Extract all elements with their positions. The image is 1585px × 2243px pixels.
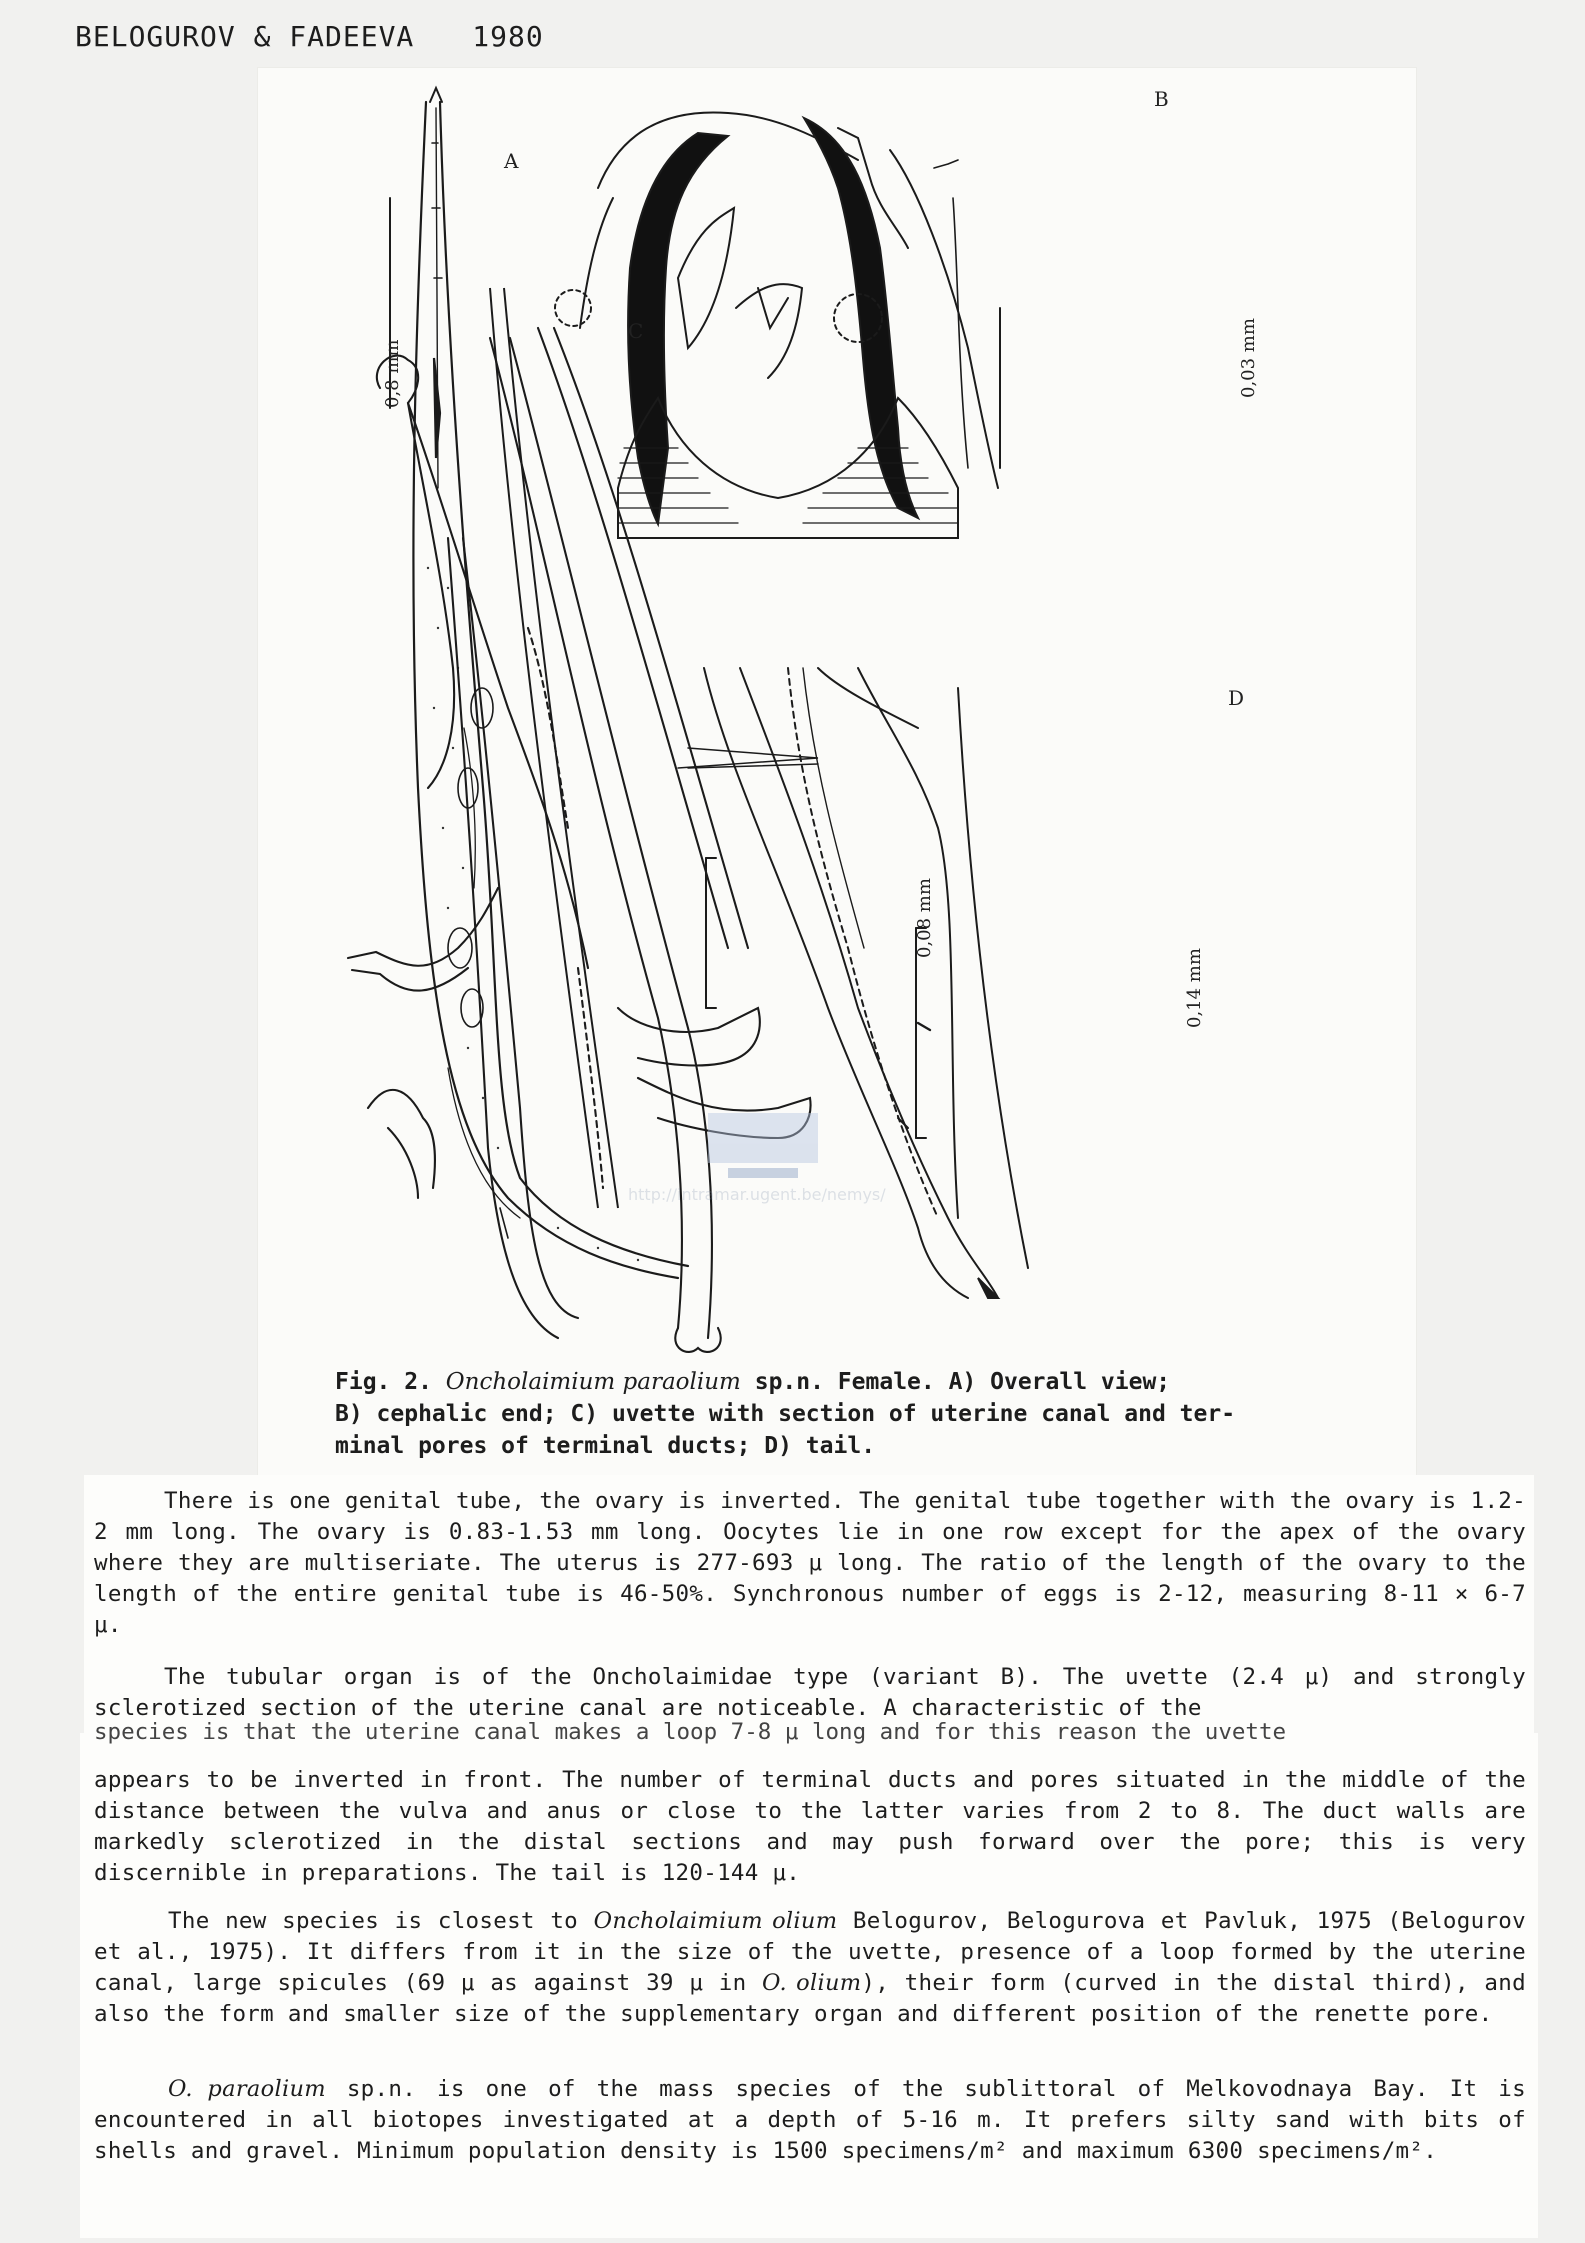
panel-label-d: D [1228, 686, 1245, 710]
p4-text-a: The new species is closest to [168, 1908, 579, 1934]
watermark [628, 1113, 886, 1204]
panel-label-c: C [628, 319, 644, 343]
p4-species: Oncholaimium olium [593, 1908, 838, 1934]
scale-label-a: 0,8 mm [382, 339, 403, 408]
running-head [75, 20, 544, 53]
p5-text: sp.n. is one of the mass species of the sublittoral of Melkovodnaya Bay. It is encountered in all biotopes investigated at a depth of 5-16 m. It prefers silty sand with bits of shells and gravel. Minimum population density is 1500 specimens/m² and maximum 6300 specimens/m². [94, 2076, 1526, 2164]
panel-label-b: B [1154, 87, 1169, 111]
paragraph-tubular-organ: The tubular organ is of the Oncholaimidae type (variant B). The uvette (2.4 μ) and strongly sclerotized section of the uterine canal are noticeable. A characteristic of the [94, 1664, 1526, 1721]
scale-label-b: 0,03 mm [1238, 318, 1259, 398]
paragraph-new-species [94, 1906, 1526, 2030]
scale-label-c: 0,08 mm [914, 878, 935, 958]
p4-text-b: Belogurov, Belogurova et Pavluk, 1975 (Belogurov et al., 1975). It differs from it in the size of the uvette, presence of a loop formed by the uterine canal, large spicules (69 μ as against 39 μ in [94, 1908, 1526, 1996]
panel-b-drawing [555, 112, 1000, 538]
figure-sheet [258, 68, 1416, 1488]
running-head-year: 1980 [472, 20, 544, 53]
figure-drawing [258, 68, 1416, 1488]
panel-label-a: A [504, 149, 519, 173]
figure-caption [335, 1366, 1355, 1462]
running-head-authors: BELOGUROV & FADEEVA [75, 20, 415, 53]
caption-prefix: Fig. 2. [335, 1369, 432, 1395]
p4-species-2: O. olium [762, 1970, 862, 1996]
p4-text-c: ), their form (curved in the distal third), and also the form and smaller size of the supplementary organ and different position of the renette pore. [94, 1970, 1526, 2027]
cut-text: species is that the uterine canal makes a loop 7-8 μ long and for this reason the uvette [94, 1719, 1287, 1745]
watermark-url: http://intramar.ugent.be/nemys/ [628, 1185, 886, 1204]
panel-a-c-lines [490, 288, 618, 1208]
caption-rest: sp.n. Female. A) Overall view; [754, 1369, 1171, 1395]
paragraph-genital-tube: There is one genital tube, the ovary is inverted. The genital tube together with the ovary is 1.2-2 mm long. The ovary is 0.83-1.53 mm long. Oocytes lie in one row except for the apex of the ovary where they are multiseriate. The uterus is 277-693 μ long. The ratio of the length of the ovary to the length of the entire genital tube is 46-50%. Synchronous number of eggs is 2-12, measuring 8-11 × 6-7 μ. [94, 1488, 1526, 1638]
paragraph-distribution [94, 2074, 1526, 2167]
p5-species: O. paraolium [168, 2076, 326, 2102]
scale-label-d: 0,14 mm [1184, 948, 1205, 1028]
caption-line-3: minal pores of terminal ducts; D) tail. [335, 1433, 876, 1459]
caption-line-1 [335, 1366, 1355, 1398]
cut-text-line [94, 1719, 1494, 1749]
caption-line-2: B) cephalic end; C) uvette with section of uterine canal and ter- [335, 1401, 1236, 1427]
caption-species: Oncholaimium paraolium [445, 1369, 741, 1395]
paragraph-uvette-inverted: appears to be inverted in front. The number of terminal ducts and pores situated in the middle of the distance between the vulva and anus or close to the latter varies from 2 to 8. The duct walls are markedly sclerotized in the distal sections and may push forward over the pore; this is very discernible in preparations. The tail is 120-144 μ. [94, 1767, 1526, 1886]
